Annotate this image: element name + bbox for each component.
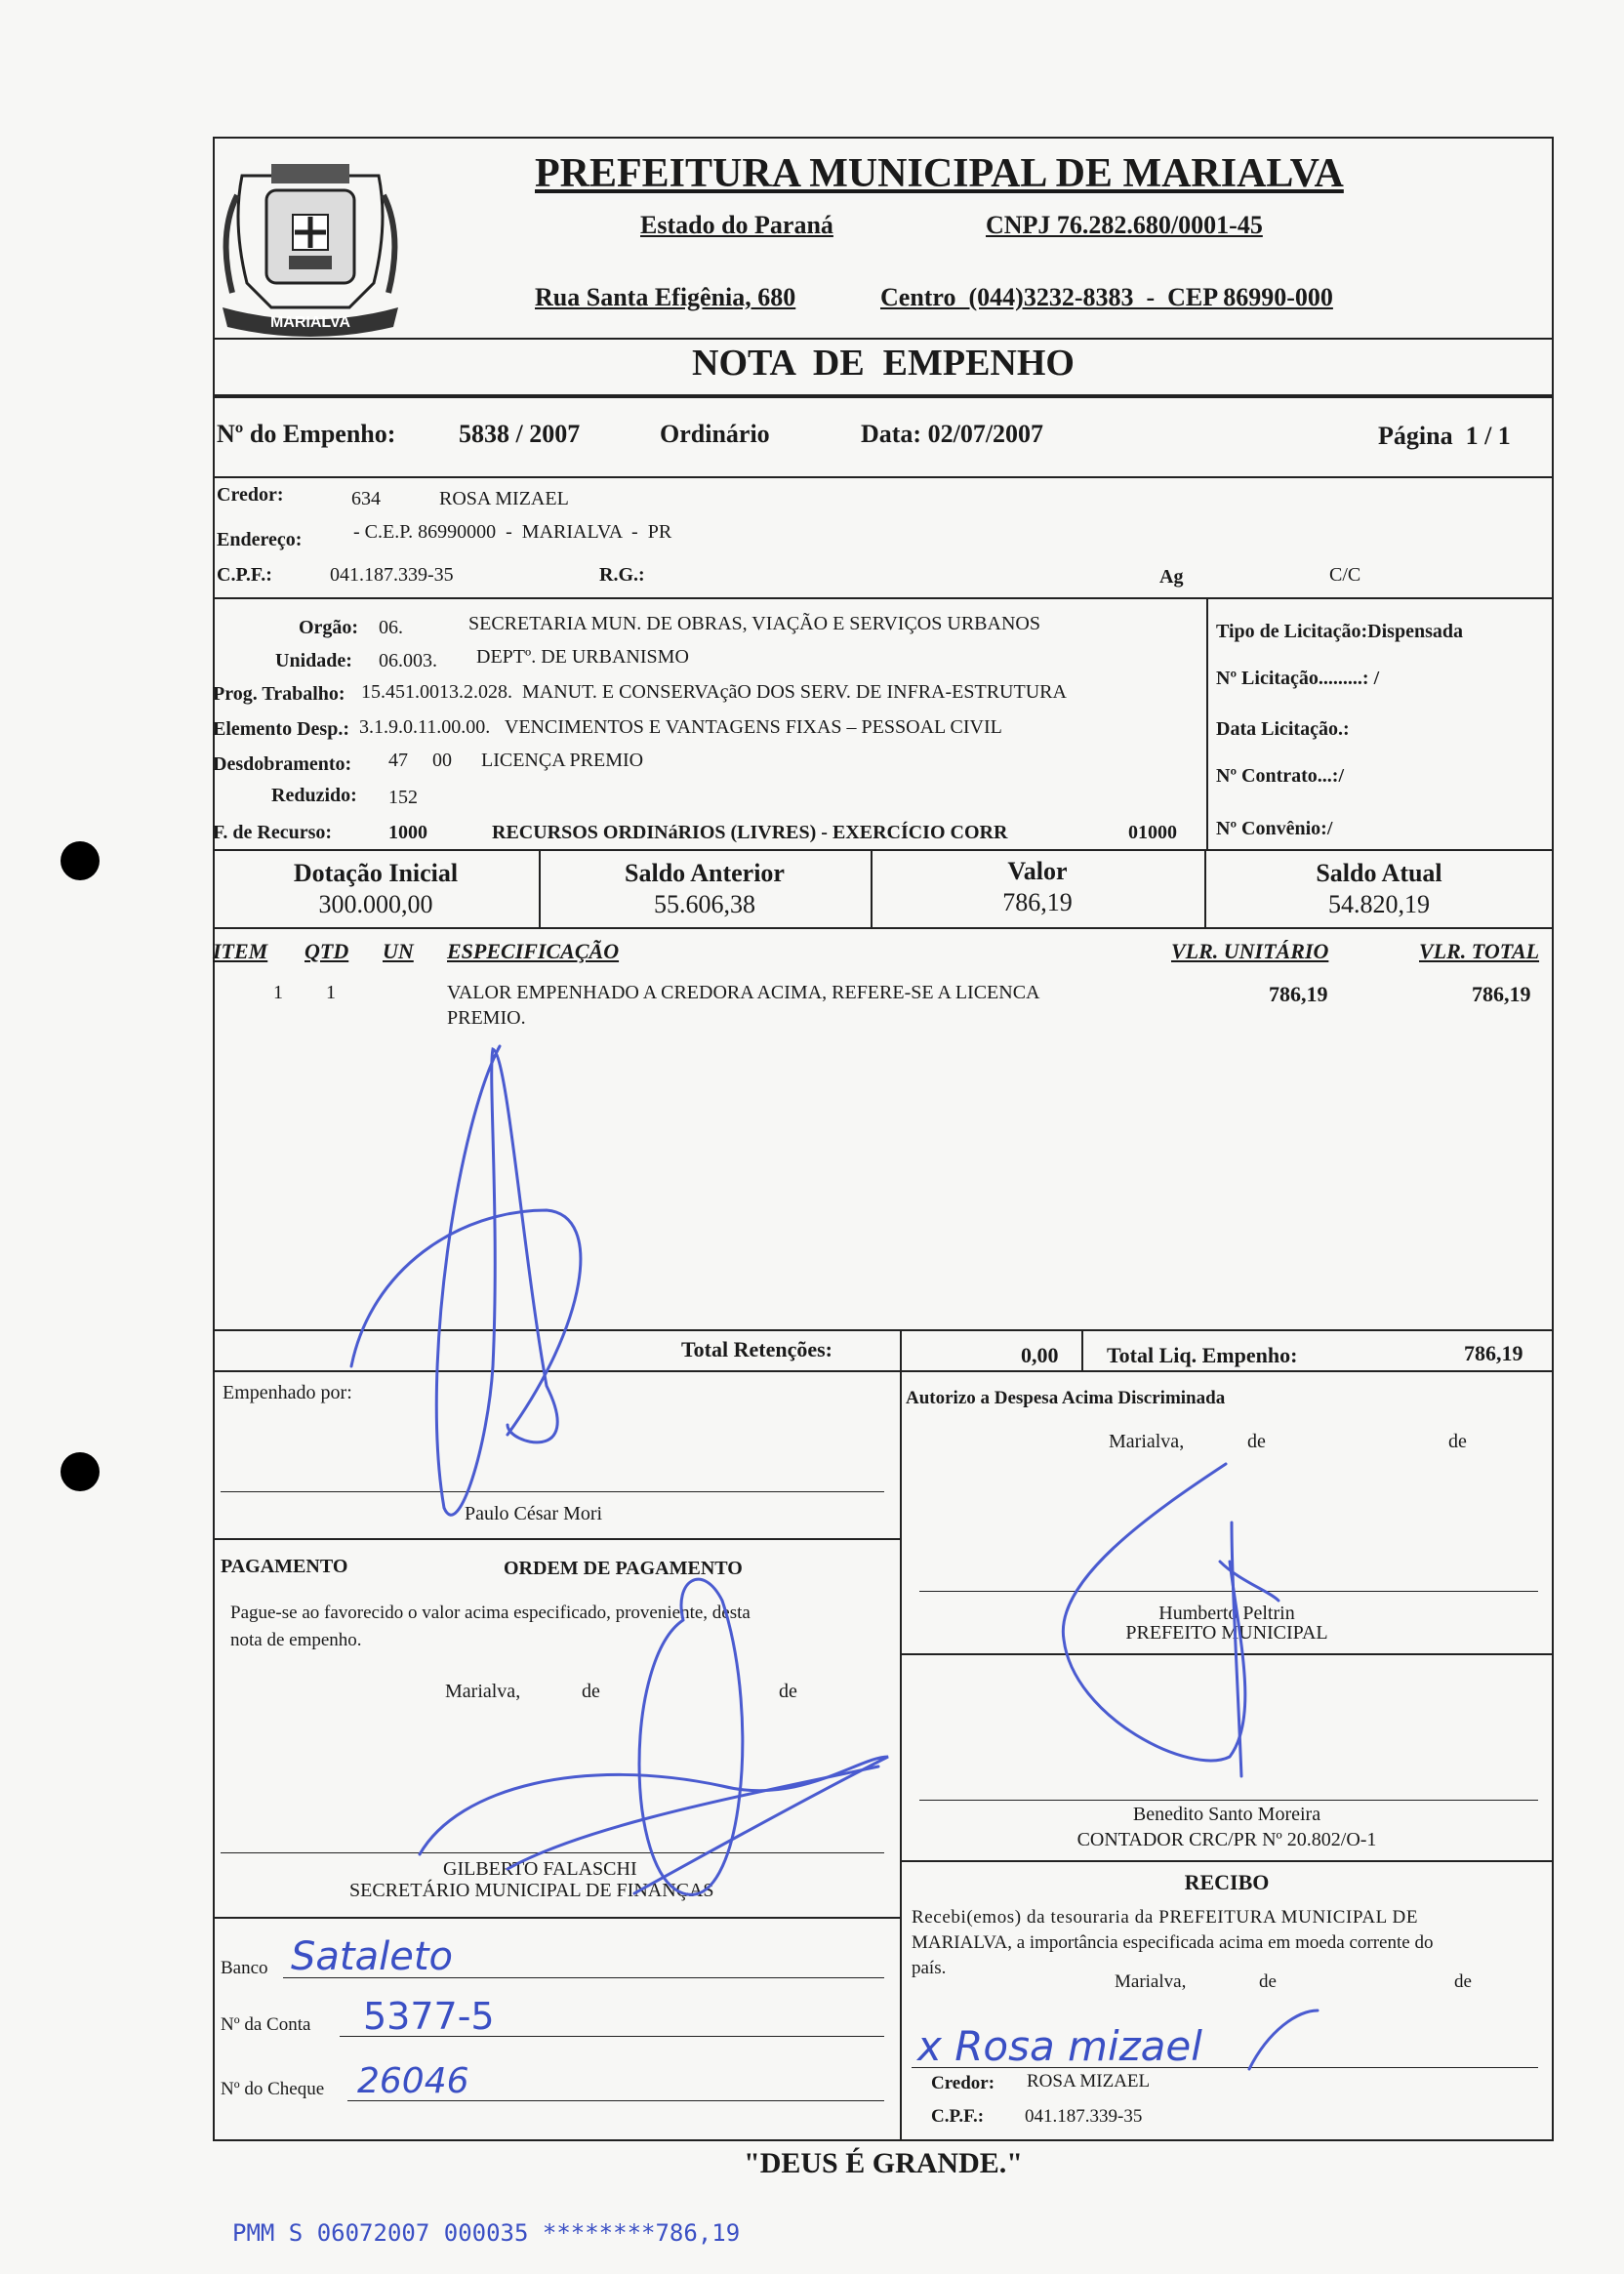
reduzido-value: 152	[388, 787, 418, 808]
punch-hole-bottom	[61, 1452, 100, 1491]
unidade-code: 06.003.	[379, 650, 437, 671]
elemento-label: Elemento Desp.:	[213, 718, 349, 740]
empenho-number-label: Nº do Empenho:	[217, 420, 396, 448]
rg-label: R.G.:	[599, 564, 645, 586]
cheque-handwritten: 26046	[357, 2061, 469, 2101]
row-especificacao-line1: VALOR EMPENHADO A CREDORA ACIMA, REFERE-SE A LICENCA	[447, 982, 1040, 1003]
punch-hole-top	[61, 841, 100, 880]
fonte-recurso-label: F. de Recurso:	[213, 822, 333, 843]
endereco-value: - C.E.P. 86990000 - MARIALVA - PR	[353, 521, 672, 543]
city-crest-logo	[213, 137, 408, 340]
valor-label: Valor	[1007, 857, 1068, 885]
orgao-label: Orgão:	[299, 617, 359, 638]
recibo-credor-label: Credor:	[931, 2073, 995, 2093]
document-title: NOTA DE EMPENHO	[692, 343, 1075, 384]
divider	[900, 1653, 1554, 1655]
signature-line	[919, 1591, 1538, 1592]
recibo-city: Marialva,	[1115, 1971, 1187, 1992]
divider	[213, 394, 1554, 398]
field-line	[283, 1977, 884, 1978]
saldo-anterior-value: 55.606,38	[654, 890, 755, 918]
pagamento-de1: de	[582, 1681, 600, 1702]
field-line	[340, 2036, 884, 2037]
ordem-text-line1: Pague-se ao favorecido o valor acima especificado, proveniente, desta	[230, 1603, 751, 1623]
cpf-label: C.P.F.:	[217, 564, 272, 586]
signature-line	[221, 1852, 884, 1853]
recibo-credor-name: ROSA MIZAEL	[1027, 2071, 1151, 2091]
numero-licitacao: Nº Licitação.........: /	[1216, 668, 1380, 689]
valor-value: 786,19	[1002, 888, 1073, 916]
divider	[213, 597, 1554, 599]
tipo-licitacao: Tipo de Licitação:Dispensada	[1216, 621, 1463, 642]
saldo-atual-label: Saldo Atual	[1316, 859, 1442, 887]
credor-code: 634	[351, 488, 381, 509]
dotacao-inicial-value: 300.000,00	[318, 890, 433, 918]
contador-title: CONTADOR CRC/PR Nº 20.802/O-1	[1076, 1829, 1377, 1850]
agency-label: Ag	[1159, 566, 1184, 588]
numero-convenio: Nº Convênio:/	[1216, 818, 1333, 839]
divider	[213, 927, 1554, 929]
page-number: Página 1 / 1	[1378, 422, 1511, 450]
state-name: Estado do Paraná	[640, 211, 833, 239]
col-qtd: QTD	[304, 939, 349, 963]
orgao-name: SECRETARIA MUN. DE OBRAS, VIAÇÃO E SERVIÇOS URBANOS	[468, 613, 1040, 634]
divider	[900, 1329, 902, 1370]
recibo-title: RECIBO	[1184, 1870, 1270, 1894]
recibo-signature: x Rosa mizael	[917, 2022, 1202, 2070]
recibo-de2: de	[1454, 1971, 1472, 1992]
recibo-cpf-label: C.P.F.:	[931, 2106, 985, 2127]
row-vlr-total: 786,19	[1472, 982, 1531, 1006]
banco-handwritten: Sataleto	[291, 1934, 453, 1979]
municipality-title: PREFEITURA MUNICIPAL DE MARIALVA	[535, 151, 1344, 196]
divider	[900, 1370, 902, 2141]
recibo-text-line3: país.	[912, 1958, 947, 1978]
fonte-recurso-code: 1000	[388, 822, 427, 843]
prog-trabalho-value: 15.451.0013.2.028. MANUT. E CONSERVAçãO DOS SERV. DE INFRA-ESTRUTURA	[361, 681, 1067, 703]
autorizo-city: Marialva,	[1109, 1431, 1185, 1452]
desdobramento-value: 47 00 LICENÇA PREMIO	[388, 750, 644, 771]
row-vlr-unitario: 786,19	[1269, 982, 1328, 1006]
desdobramento-label: Desdobramento:	[213, 753, 352, 775]
divider	[213, 476, 1554, 478]
contact-info: Centro (044)3232-8383 - CEP 86990-000	[880, 283, 1333, 311]
empenho-date: Data: 02/07/2007	[861, 420, 1044, 448]
dotacao-inicial-label: Dotação Inicial	[293, 859, 459, 887]
credor-name: ROSA MIZAEL	[439, 488, 569, 509]
conta-label: Nº da Conta	[221, 2014, 311, 2035]
banco-label: Banco	[221, 1958, 268, 1978]
divider	[213, 1370, 1554, 1372]
recibo-de1: de	[1259, 1971, 1277, 1992]
signature-line	[919, 1800, 1538, 1801]
autorizo-de2: de	[1448, 1431, 1467, 1452]
reduzido-label: Reduzido:	[271, 785, 357, 806]
fonte-recurso-name: RECURSOS ORDINáRIOS (LIVRES) - EXERCÍCIO CORR	[492, 822, 1008, 843]
recibo-text-line2: MARIALVA, a importância especificada acima em moeda corrente do	[912, 1932, 1434, 1953]
cnpj: CNPJ 76.282.680/0001-45	[986, 211, 1263, 239]
conta-handwritten: 5377-5	[363, 1995, 495, 2038]
pagamento-label: PAGAMENTO	[221, 1556, 348, 1577]
ordem-pagamento-label: ORDEM DE PAGAMENTO	[504, 1558, 743, 1579]
signature-line	[221, 1491, 884, 1492]
field-line	[347, 2100, 884, 2101]
secretario-name: GILBERTO FALASCHI	[443, 1858, 637, 1880]
endereco-label: Endereço:	[217, 529, 303, 550]
divider	[213, 849, 1554, 851]
recibo-text-line1: Recebi(emos) da tesouraria da PREFEITURA MUNICIPAL DE	[912, 1907, 1419, 1928]
prefeito-name: Humberto Peltrin	[1158, 1603, 1295, 1624]
street-address: Rua Santa Efigênia, 680	[535, 283, 796, 311]
fonte-recurso-suffix: 01000	[1128, 822, 1177, 843]
elemento-value: 3.1.9.0.11.00.00. VENCIMENTOS E VANTAGENS FIXAS – PESSOAL CIVIL	[359, 716, 1002, 738]
total-liquido-value: 786,19	[1464, 1341, 1523, 1365]
col-item: ITEM	[213, 939, 268, 963]
contador-name: Benedito Santo Moreira	[1132, 1804, 1321, 1825]
cpf-value: 041.187.339-35	[330, 564, 454, 586]
unidade-label: Unidade:	[275, 650, 352, 671]
header	[213, 137, 1554, 340]
numero-contrato: Nº Contrato...:/	[1216, 765, 1345, 787]
pagamento-de2: de	[779, 1681, 797, 1702]
autorizo-label: Autorizo a Despesa Acima Discriminada	[906, 1388, 1226, 1408]
col-vlr-unitario: VLR. UNITÁRIO	[1171, 939, 1329, 963]
credor-label: Credor:	[217, 484, 284, 506]
cheque-label: Nº do Cheque	[221, 2079, 325, 2099]
prefeito-title: PREFEITO MUNICIPAL	[1125, 1622, 1328, 1644]
data-licitacao: Data Licitação.:	[1216, 718, 1350, 740]
col-especificacao: ESPECIFICAÇÃO	[447, 939, 620, 963]
empenhado-por-name: Paulo César Mori	[465, 1503, 603, 1524]
svg-text:MARIALVA: MARIALVA	[269, 314, 351, 331]
motto: "DEUS É GRANDE."	[744, 2147, 1023, 2179]
recibo-cpf-value: 041.187.339-35	[1025, 2106, 1143, 2127]
col-un: UN	[383, 939, 414, 963]
prog-trabalho-label: Prog. Trabalho:	[213, 683, 345, 705]
saldo-atual-value: 54.820,19	[1328, 890, 1430, 918]
divider	[213, 1917, 900, 1919]
divider	[213, 1329, 1554, 1331]
empenho-number: 5838 / 2007	[459, 420, 581, 448]
divider	[213, 338, 1554, 340]
col-vlr-total: VLR. TOTAL	[1419, 939, 1540, 963]
secretario-title: SECRETÁRIO MUNICIPAL DE FINANÇAS	[349, 1880, 714, 1901]
account-label: C/C	[1329, 564, 1361, 586]
row-item: 1	[273, 982, 283, 1003]
pagamento-city: Marialva,	[445, 1681, 521, 1702]
row-qtd: 1	[326, 982, 336, 1003]
autorizo-de1: de	[1247, 1431, 1266, 1452]
ordem-text-line2: nota de empenho.	[230, 1630, 362, 1650]
row-especificacao-line2: PREMIO.	[447, 1007, 526, 1029]
empenhado-por-label: Empenhado por:	[223, 1382, 352, 1403]
divider	[900, 1860, 1554, 1862]
bank-authentication-code: PMM S 06072007 000035 ********786,19	[232, 2219, 741, 2247]
total-retencoes-label: Total Retenções:	[681, 1337, 832, 1361]
signature-line	[912, 2067, 1538, 2068]
divider	[213, 1538, 900, 1540]
saldo-anterior-label: Saldo Anterior	[625, 859, 785, 887]
divider	[1081, 1329, 1083, 1370]
unidade-name: DEPTº. DE URBANISMO	[476, 646, 689, 668]
empenho-type: Ordinário	[660, 420, 770, 448]
total-liquido-label: Total Liq. Empenho:	[1107, 1343, 1298, 1367]
orgao-code: 06.	[379, 617, 403, 638]
divider	[1206, 597, 1208, 849]
total-retencoes-value: 0,00	[1021, 1343, 1059, 1367]
